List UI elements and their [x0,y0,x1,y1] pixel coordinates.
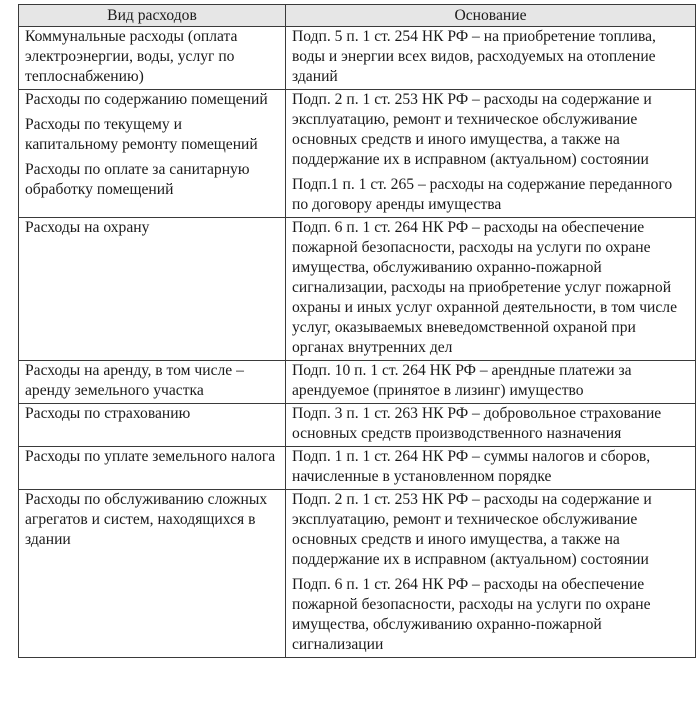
expense-type-text: Расходы по уплате земельного налога [25,448,276,465]
table-row [19,90,696,218]
expense-type-cell [19,490,286,658]
expense-type-cell [19,90,286,218]
basis-text: Подп. 10 п. 1 ст. 264 НК РФ – арендные платежи за арендуемое (принятое в лизинг) имущество [292,362,632,399]
table-row [19,361,696,404]
expense-type-text: Расходы по оплате за санитарную обработку помещений [25,161,250,198]
expense-type-text: Расходы по страхованию [25,405,191,422]
basis-cell [286,361,696,404]
expense-type-cell [19,447,286,490]
table-row [19,447,696,490]
basis-text: Подп. 5 п. 1 ст. 254 НК РФ – на приобретение топлива, воды и энергии всех видов, расходуемых на отопление зданий [292,28,656,85]
expense-type-text: Коммунальные расходы (оплата электроэнергии, воды, услуг по теплоснабжению) [25,28,238,85]
expense-type-cell [19,404,286,447]
table-row [19,404,696,447]
header-row [19,5,696,27]
expense-type-cell [19,361,286,404]
header-basis: Основание [286,5,696,27]
expense-type-cell [19,218,286,361]
expense-type-text: Расходы по содержанию помещений [25,91,268,108]
expenses-table [18,4,696,658]
expense-type-text: Расходы на аренду, в том числе – аренду земельного участка [25,362,244,399]
basis-text: Подп.1 п. 1 ст. 265 – расходы на содержание переданного по договору аренды имущества [292,176,673,213]
table-row [19,490,696,658]
table-row [19,27,696,90]
basis-cell [286,90,696,218]
basis-cell [286,218,696,361]
basis-text: Подп. 2 п. 1 ст. 253 НК РФ – расходы на содержание и эксплуатацию, ремонт и техническое обслуживание основных средств и иного имущества, а также на поддержание их в исправном (актуальном) состоянии [292,491,652,568]
basis-cell [286,404,696,447]
basis-cell [286,490,696,658]
basis-text: Подп. 3 п. 1 ст. 263 НК РФ – добровольное страхование основных средств производственного назначения [292,405,662,442]
basis-cell [286,447,696,490]
basis-text: Подп. 2 п. 1 ст. 253 НК РФ – расходы на содержание и эксплуатацию, ремонт и техническое обслуживание основных средств и иного имущества, а также на поддержание их в исправном (актуальном) состоянии [292,91,652,168]
expense-type-cell [19,27,286,90]
basis-text: Подп. 6 п. 1 ст. 264 НК РФ – расходы на обеспечение пожарной безопасности, расходы на услуги по охране имущества, обслуживанию охранно-пожарной сигнализации [292,576,651,653]
table-row [19,218,696,361]
basis-cell [286,27,696,90]
basis-text: Подп. 6 п. 1 ст. 264 НК РФ – расходы на обеспечение пожарной безопасности, расходы на услуги по охране имущества, обслуживанию охранно-пожарной сигнализации, расходы на приобретение услуг пожарной охраны и иных услуг охранной деятельности, в том числе услуг, оказываемых вневедомственной охраной при органах внутренних дел [292,219,678,356]
expense-type-text: Расходы на охрану [25,219,150,236]
expense-type-text: Расходы по обслуживанию сложных агрегатов и систем, находящихся в здании [25,491,268,548]
header-expense-type: Вид расходов [19,5,286,27]
basis-text: Подп. 1 п. 1 ст. 264 НК РФ – суммы налогов и сборов, начисленные в установленном порядке [292,448,651,485]
expense-type-text: Расходы по текущему и капитальному ремонту помещений [25,116,258,153]
